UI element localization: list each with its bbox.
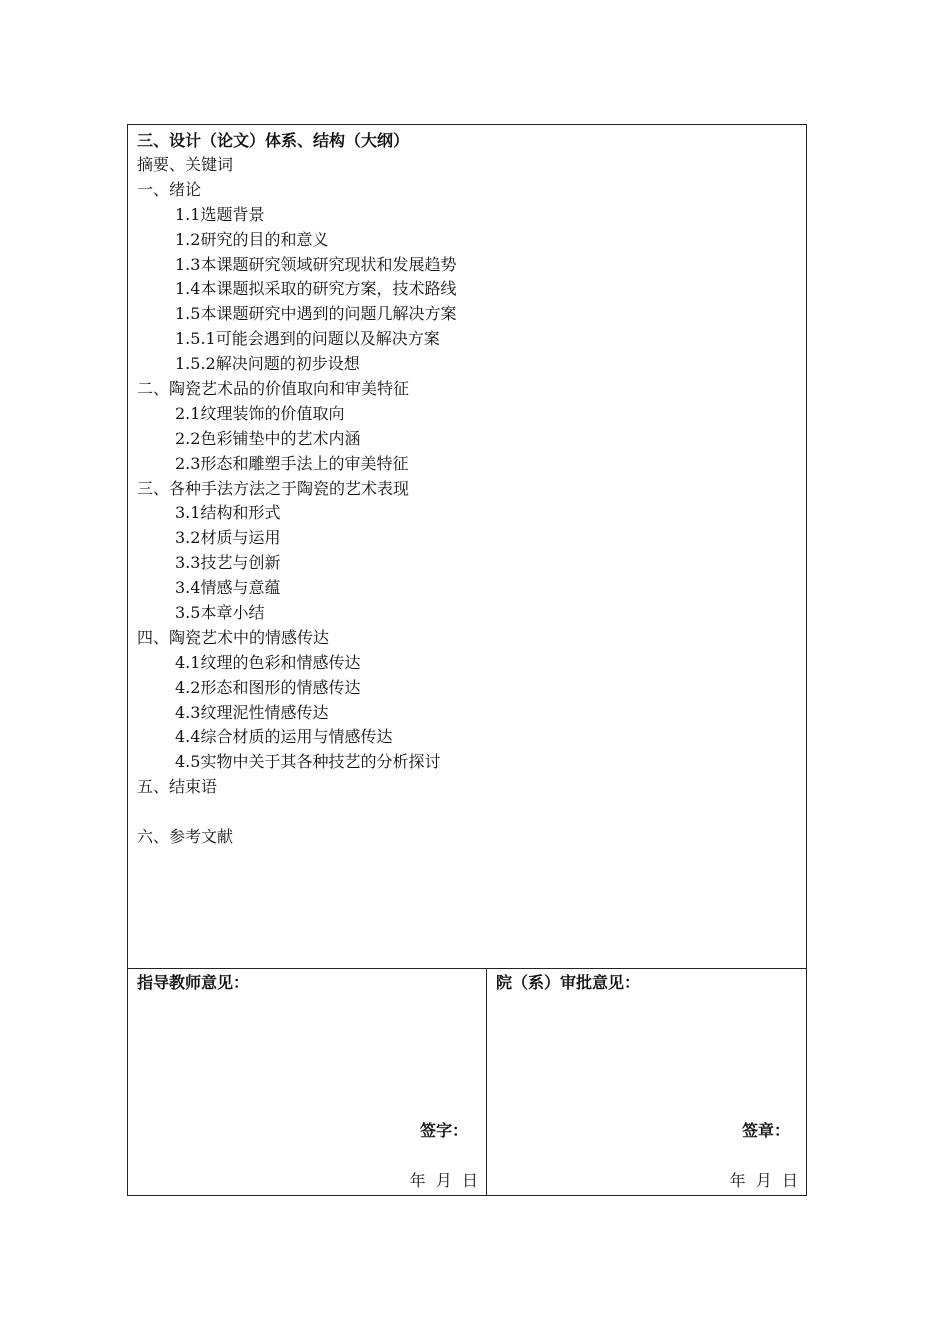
outline-item: 4.4综合材质的运用与情感传达 [175,727,393,747]
outline-item: 1.5.1可能会遇到的问题以及解决方案 [175,329,440,349]
outline-item: 3.1结构和形式 [175,503,281,523]
outline-item: 4.3纹理泥性情感传达 [175,702,329,722]
outline-item: 4.1纹理的色彩和情感传达 [175,652,361,672]
thesis-proposal-form [127,124,807,1196]
outline-item: 4.5实物中关于其各种技艺的分析探讨 [175,752,441,772]
outline-item: 四、陶瓷艺术中的情感传达 [137,627,330,647]
advisor-opinion-cell [128,969,487,1195]
department-approval-label: 院（系）审批意见： [496,973,641,992]
outline-item: 3.2材质与运用 [175,528,281,548]
outline-list [137,153,806,850]
department-seal-label: 签章： [741,1121,790,1140]
outline-item: 1.2研究的目的和意义 [175,229,329,249]
outline-item: 2.1纹理装饰的价值取向 [175,403,345,423]
outline-item: 1.3本课题研究领域研究现状和发展趋势 [175,254,457,274]
department-approval-cell [487,969,806,1195]
section-title: 三、设计（论文）体系、结构（大纲） [137,131,410,150]
advisor-date-label: 年 月 日 [409,1171,478,1190]
outline-item: 摘要、关键词 [137,155,234,174]
outline-item: 1.5.2解决问题的初步设想 [175,354,360,374]
outline-item: 3.5本章小结 [175,603,265,623]
outline-item: 3.3技艺与创新 [175,553,281,573]
outline-item: 五、结束语 [137,777,218,797]
outline-item: 三、各种手法方法之于陶瓷的艺术表现 [137,478,410,498]
advisor-opinion-label: 指导教师意见： [137,973,250,992]
outline-item: 1.4本课题拟采取的研究方案，技术路线 [175,279,457,299]
outline-item: 1.1选题背景 [175,204,265,224]
outline-item: 二、陶瓷艺术品的价值取向和审美特征 [137,379,410,399]
outline-item: 六、参考文献 [137,827,234,847]
approval-section [128,969,806,1195]
outline-item: 4.2形态和图形的情感传达 [175,677,361,697]
outline-item: 1.5本课题研究中遇到的问题几解决方案 [175,304,457,324]
department-date-label: 年 月 日 [729,1171,798,1190]
outline-item: 3.4情感与意蕴 [175,578,281,598]
advisor-signature-label: 签字： [419,1121,468,1140]
outline-item: 2.2色彩铺垫中的艺术内涵 [175,428,361,448]
outline-item: 2.3形态和雕塑手法上的审美特征 [175,453,409,473]
outline-section [128,125,806,969]
outline-item: 一、绪论 [137,179,202,199]
